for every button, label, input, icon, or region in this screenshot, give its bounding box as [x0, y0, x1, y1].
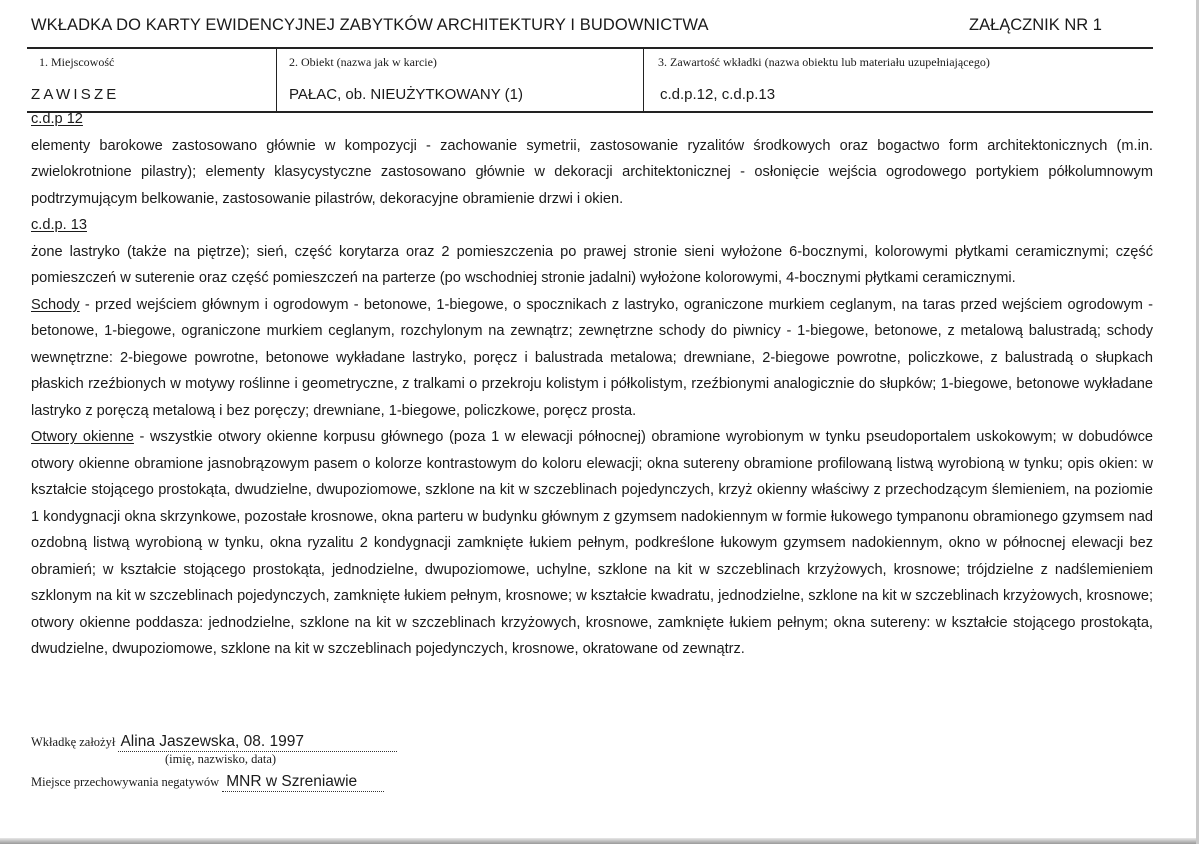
- author-caption: (imię, nazwisko, data): [165, 752, 277, 766]
- scan-edge: [0, 838, 1199, 844]
- author-value: Alina Jaszewska, 08. 1997: [120, 733, 304, 750]
- section-text: - wszystkie otwory okienne korpusu głównego (poza 1 w elewacji północnej) obramione wyrobionym w tynku pseudoportalem uskokowym; w dobudówce otwory okienne obramione jasnobrązowym pasem o kolorze kontrastowym do koloru elewacji; okna sutereny obramione profilowaną listwą wyrobioną w tynku; opis okien: w kształcie stojącego prostokąta, dwudzielne, dwupoziomowe, szklone na kit w szczeblinach pojedynczych, krzyż okienny właściwy z przechodzącym ślemieniem, na poziomie 1 kondygnacji okna skrzynkowe, pozostałe krosnowe, okna parteru w budynku głównym z gzymsem nadokiennym w formie łukowego tympanonu obramionego gzymsem nad ozdobną listwą wyrobioną w tynku, okna ryzalitu 2 kondygnacji zamknięte łukiem pełnym, podkreślone łukowym gzymsem nadokiennym, okno w północnej elewacji bez obramień; w kształcie stojącego prostokąta, jednodzielne, dwupoziomowe, uchylne, szklone na kit w szczeblinach krzyżowych, krosnowe; trójdzielne z nadślemieniem szklonym na kit w szczeblinach pojedynczych, zamknięte łukiem pełnym, krosnowe; w kształcie kwadratu, jednodzielne, szklone na kit w szczeblinach krzyżowych, krosnowe; otwory okienne poddasza: jednodzielne, szklone na kit w szczeblinach krzyżowych, krosnowe, zamknięte łukiem pełnym; okna sutereny: w kształcie stojącego prostokąta, dwudzielne, dwupoziomowe, szklone na kit w szczeblinach pojedynczych, krosnowe, okratowane od zewnątrz.: [31, 429, 1153, 657]
- field-value: PAŁAC, ob. NIEUŻYTKOWANY (1): [289, 86, 523, 103]
- section-heading-text: c.d.p 12: [31, 111, 83, 127]
- storage-label: Miejsce przechowywania negatywów: [31, 775, 220, 789]
- section-paragraph: elementy barokowe zastosowano głównie w kompozycji - zachowanie symetrii, zastosowanie ryzalitów środkowych oraz bogactwo form architektonicznych (m.in. zwielokrotnione pilastry); elementy klasycystyczne zastosowano głównie w dekoracji architektonicznej - osłonięcie wejścia ogrodowego portykiem półkolumnowym podtrzymującym belkowanie, zastosowanie pilastrów, dekoracyjne obramienie drzwi i okien.: [31, 137, 1153, 207]
- section-heading-text: Schody: [31, 296, 80, 313]
- field-object: [276, 49, 644, 111]
- annex-number: ZAŁĄCZNIK NR 1: [969, 16, 1102, 34]
- storage-value: MNR w Szreniawie: [226, 773, 358, 790]
- section-paragraph: żone lastryko (także na piętrze); sień, część korytarza oraz 2 pomieszczenia po prawej stronie sieni wyłożone 6-bocznymi, kolorowymi płytkami ceramicznymi; część pomieszczeń w suterenie oraz część pomieszczeń na parterze (po wschodniej stronie jadalni) wyłożone kolorowymi, 4-bocznymi płytkami ceramicznymi.: [31, 243, 1153, 286]
- section-heading: [31, 212, 1153, 239]
- field-label: 3. Zawartość wkładki (nazwa obiektu lub materiału uzupełniającego): [658, 55, 990, 69]
- document-body: [31, 106, 1153, 663]
- author-line: [31, 733, 397, 752]
- field-table: [27, 47, 1153, 113]
- field-value: c.d.p.12, c.d.p.13: [660, 86, 776, 103]
- field-label: 1. Miejscowość: [39, 55, 115, 69]
- section-heading: [31, 106, 1153, 133]
- section-heading-text: Otwory okienne: [31, 429, 134, 445]
- section-paragraph: [31, 424, 1153, 663]
- storage-field: [222, 773, 384, 792]
- storage-line: [31, 773, 384, 792]
- document-title: WKŁADKA DO KARTY EWIDENCYJNEJ ZABYTKÓW ARCHITEKTURY I BUDOWNICTWA: [31, 16, 709, 34]
- section-paragraph: [31, 292, 1153, 425]
- field-label: 2. Obiekt (nazwa jak w karcie): [289, 55, 437, 69]
- author-field: [118, 733, 397, 752]
- field-content: [643, 49, 1153, 111]
- section-heading-text: c.d.p. 13: [31, 217, 87, 233]
- field-locality: [27, 49, 276, 111]
- field-value: ZAWISZE: [31, 86, 120, 103]
- section-text: - przed wejściem głównym i ogrodowym - betonowe, 1-biegowe, o spocznikach z lastryko, ograniczone murkiem ceglanym, na taras przed wejściem ogrodowym - betonowe, 1-biegowe, ograniczone murkiem ceglanym, rozchylonym na zewnątrz; zewnętrzne schody do piwnicy - 1-biegowe, betonowe, z metalową balustradą; schody wewnętrzne: 2-biegowe powrotne, betonowe wykładane lastryko, poręcz i balustrada metalowa; drewniane, 2-biegowe powrotne, policzkowe, z balustradą o słupkach płaskich rzeźbionych w motywy roślinne i geometryczne, z tralkami o przekroju kolistym i półkolistym, rzeźbionymi analogicznie do słupków; 1-biegowe, betonowe wykładane lastryko z poręczą metalową i bez poręczy; drewniane, 1-biegowe, policzkowe, poręcz prosta.: [31, 296, 1153, 419]
- author-label: Wkładkę założył: [31, 735, 116, 749]
